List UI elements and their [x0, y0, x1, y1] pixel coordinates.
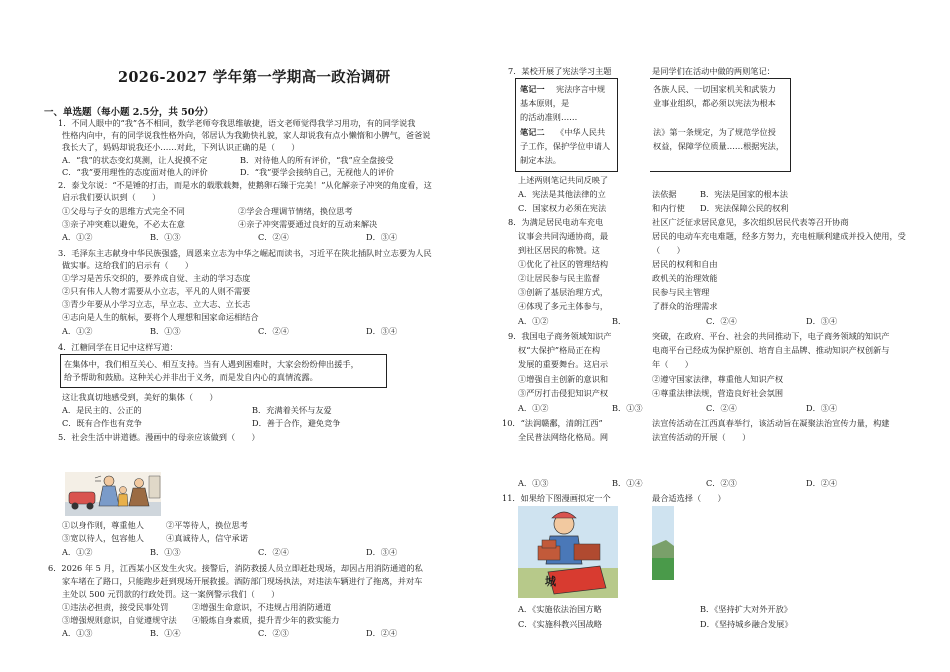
question-text: 做实事。这给我们的启示有（ ）: [62, 260, 194, 270]
note-text: 《中华人民共: [556, 127, 606, 137]
question-text: 这让我真切地感受到，美好的集体（ ）: [62, 392, 218, 402]
option-c: C．②④: [258, 547, 289, 557]
question-text: 主处以 500 元罚款的行政处罚。这一案例警示我们（ ）: [62, 589, 280, 599]
option-b: B．宪法是国家的根本法: [700, 189, 788, 199]
option-c: 和内行使: [652, 203, 685, 213]
question-text: 突破，在政府、平台、社会的共同推动下，电子商务领域的知识产: [652, 331, 890, 341]
item-1: ①学习是苦乐交织的，要养成自觉、主动的学习态度: [62, 273, 251, 283]
note-label: 笔记一: [520, 84, 545, 94]
question-text: 到社区居民的称赞。这: [518, 245, 600, 255]
option-d: D．③④: [366, 547, 398, 557]
note-text: 子工作，保护学位申请人: [520, 141, 611, 151]
question-text: 3．毛泽东主志献身中华民族强盛，周恩来立志为中华之崛起而读书，习近平在陕北插队时立志要为人民: [58, 248, 432, 258]
question-text: 性格内向中，有的同学说我性格外向，邻居认为我勤快礼貌，家人却说我有点小懒惰和小脾气，爸爸说: [62, 130, 431, 140]
item-1: ①父母与子女的思维方式完全不同: [62, 206, 185, 216]
option-b: B．①③: [150, 232, 181, 242]
option-a: A．①②: [62, 232, 93, 242]
question-text: 法宣传活动在江西真春举行，该活动旨在凝聚法治宣传力量，构建: [652, 418, 890, 428]
note-text: 宪法序言中规: [556, 84, 606, 94]
question-text: 1．不同人眼中的“我”各不相同，数学老师夸我思维敏捷，语文老师觉得我学习用功，有的同学说我: [58, 118, 416, 128]
option-c: C．“我”要用理性的态度面对他人的评价: [62, 167, 208, 177]
option-c: C．②④: [706, 316, 737, 326]
question-text: 年（ ）: [652, 359, 693, 369]
option-a: A．是民主的、公正的: [62, 405, 142, 415]
item-4: ④志向是人生的航标，要将个人理想和国家命运相结合: [62, 312, 259, 322]
note-text: 的活动准则……: [520, 112, 578, 122]
item-1: ①增强自主创新的意识和: [518, 374, 609, 384]
option-c: C．《实施科教兴国战略: [518, 619, 603, 629]
option-c: C．②③: [706, 478, 737, 488]
item-2: ②增强生命意识，不违规占用消防通道: [192, 602, 332, 612]
item-3: ③严厉打击侵犯知识产权: [518, 388, 609, 398]
item-3: ③青少年要从小学习立志，早立志、立大志、立长志: [62, 299, 251, 309]
option-d: D．②④: [366, 628, 398, 638]
item-4: ④体现了多元主体参与，: [518, 301, 609, 311]
option-c: C．②④: [706, 403, 737, 413]
question-text: 电商平台已经成为保护原创、培育自主品牌、推动知识产权创新与: [652, 345, 890, 355]
item-2: ②平等待人，换位思考: [166, 520, 248, 530]
option-c: C．②③: [258, 628, 289, 638]
item-1: ①以身作则，尊重他人: [62, 520, 144, 530]
option-a: A．①③: [62, 628, 93, 638]
option-a: A．①②: [518, 403, 549, 413]
option-d: D．“我”要学会接纳自己，无视他人的评价: [240, 167, 395, 177]
option-a: A．《实施依法治国方略: [518, 604, 602, 614]
note-text: 基本原则，是: [520, 98, 570, 108]
section-heading: 一、单选题（每小题 2.5分，共 50分）: [44, 107, 214, 118]
option-b: B．充满着关怀与友爱: [252, 405, 332, 415]
option-d: D．③④: [366, 232, 398, 242]
question-text: 2．泰戈尔说：“不是锤的打击，而是水的载歌载舞，使鹅卵石臻于完美！”从化解亲子冲突的角度看，这: [58, 180, 432, 190]
item-1: ①优化了社区的管理结构: [518, 259, 609, 269]
option-b: B．①④: [612, 478, 643, 488]
option-b: B．①④: [150, 628, 181, 638]
option-b: B．: [612, 316, 627, 326]
diary-text: 在集体中，我们相互关心、相互支持。当有人遇到困难时，大家会纷纷伸出援手，: [64, 359, 359, 369]
option-c: C．国家权力必须在宪法: [518, 203, 607, 213]
item-1: ①违法必担责，接受民事处罚: [62, 602, 169, 612]
option-d: D．③④: [806, 403, 838, 413]
question-text: 法宣传活动的开展（ ）: [652, 432, 751, 442]
option-b: B．①③: [150, 326, 181, 336]
diary-text: 给予帮助和鼓励。这种关心并非出于义务，而是发自内心的真情流露。: [64, 372, 318, 382]
option-a: 法依据: [652, 189, 677, 199]
option-a: A．①③: [518, 478, 549, 488]
option-a: A．“我”的状态变幻莫测，让人捉摸不定: [62, 155, 208, 165]
item-4: ④尊重法律法规，营造良好社会氛围: [652, 388, 784, 398]
item-4: 了群众的治理需求: [652, 301, 718, 311]
cartoon-fragment-image: [652, 506, 674, 580]
option-d: D．②④: [806, 478, 838, 488]
question-text: 8．为满足居民电动车充电: [508, 217, 604, 227]
option-b: B．①③: [150, 547, 181, 557]
question-text: 居民的电动车充电难题，经多方努力，充电桩顺利建成并投入使用，受: [652, 231, 906, 241]
cartoon-sign-text: 城: [545, 575, 556, 588]
question-text: 我长大了，妈妈却说我还小……对此，下列认识正确的是（ ）: [62, 142, 300, 152]
question-text: 10．“法润赣鄱，清朗江西”: [502, 418, 603, 428]
question-text: 社区广泛征求居民意见，多次组织居民代表等召开协商: [652, 217, 849, 227]
question-text: （ ）: [652, 245, 685, 255]
note-text: 制定本法。: [520, 155, 561, 165]
option-d: D．善于合作，避免竞争: [252, 418, 341, 428]
item-2: ②学会合理调节情绪，换位思考: [238, 206, 353, 216]
item-3: 民参与民主管理: [652, 287, 710, 297]
option-a: A．①②: [62, 547, 93, 557]
item-1: 居民的权利和自由: [652, 259, 718, 269]
option-d: D．③④: [806, 316, 838, 326]
cartoon-city-image: [518, 506, 618, 598]
note-text: 权益，保障学位质量……根据宪法，: [653, 141, 785, 151]
option-b: B．对待他人的所有评价，“我”应全盘接受: [240, 155, 394, 165]
item-2: 政机关的治理效能: [652, 273, 718, 283]
page-title: 2026-2027 学年第一学期高一政治调研: [118, 69, 391, 86]
item-4: ④亲子冲突需要通过良好的互动来解决: [238, 219, 378, 229]
question-text: 全民普法网络化格局。网: [518, 432, 609, 442]
option-b: B．《坚持扩大对外开放》: [700, 604, 792, 614]
option-d: D．宪法保障公民的权利: [700, 203, 789, 213]
question-text: 11．如果给下图漫画拟定一个: [502, 493, 611, 503]
option-a: A．①②: [62, 326, 93, 336]
question-text: 6．2026 年 5 月，江西某小区发生火灾。接警后，消防救援人员立即赶赴现场，却因占用消防通道的私: [48, 563, 423, 573]
item-2: ②只有伟人人物才需要从小立志，平凡的人则不需要: [62, 286, 251, 296]
question-text: 议事会共同沟通协商，最: [518, 231, 609, 241]
question-text: 家车堵在了路口，只能跑步赶到现场开展救援。酒防部门现场执法，对违法车辆进行了拖离，并对车: [62, 576, 423, 586]
question-text: 4．江糖同学在日记中这样写道：: [58, 342, 178, 352]
item-3: ③创新了基层治理方式，: [518, 287, 609, 297]
question-text: 7．某校开展了宪法学习主题: [508, 66, 612, 76]
note-text: 法》第一条规定，为了规范学位授: [653, 127, 776, 137]
item-4: ④锻炼自身素质，提升青少年的救实能力: [192, 615, 340, 625]
option-a: A．宪法是其他法律的立: [518, 189, 606, 199]
question-text: 最合适选择（ ）: [652, 493, 726, 503]
item-3: ③亲子冲突难以避免，不必太在意: [62, 219, 185, 229]
option-b: B．①③: [612, 403, 643, 413]
question-text: 上述两则笔记共同反映了: [518, 175, 609, 185]
option-c: C．既有合作也有竞争: [62, 418, 142, 428]
question-text: 是同学们在活动中做的两则笔记：: [652, 66, 775, 76]
item-2: ②让居民参与民主监督: [518, 273, 600, 283]
question-text: 权“大保护”格局正在构: [518, 345, 601, 355]
cartoon-mother-image: [65, 472, 161, 516]
question-text: 9．我国电子商务领域知识产: [508, 331, 612, 341]
note-text: 各族人民、一切国家机关和武装力: [653, 84, 776, 94]
option-c: C．②④: [258, 326, 289, 336]
note-text: 业事业组织，都必须以宪法为根本: [653, 98, 776, 108]
option-d: D．《坚持城乡融合发展》: [700, 619, 793, 629]
item-3: ③增强规则意识，自觉遵规守法: [62, 615, 177, 625]
item-4: ④真诚待人，信守承诺: [166, 533, 248, 543]
item-2: ②遵守国家法律，尊重他人知识产权: [652, 374, 784, 384]
option-c: C．②④: [258, 232, 289, 242]
question-text: 5．社会生活中讲道德。漫画中的母亲应该做到（ ）: [58, 432, 260, 442]
option-d: D．③④: [366, 326, 398, 336]
note-label: 笔记二: [520, 127, 545, 137]
question-text: 发展的重要舞台。这启示: [518, 359, 609, 369]
item-3: ③宽以待人，包容他人: [62, 533, 144, 543]
question-text: 启示我们要认识到（ ）: [62, 192, 161, 202]
option-a: A．①②: [518, 316, 549, 326]
